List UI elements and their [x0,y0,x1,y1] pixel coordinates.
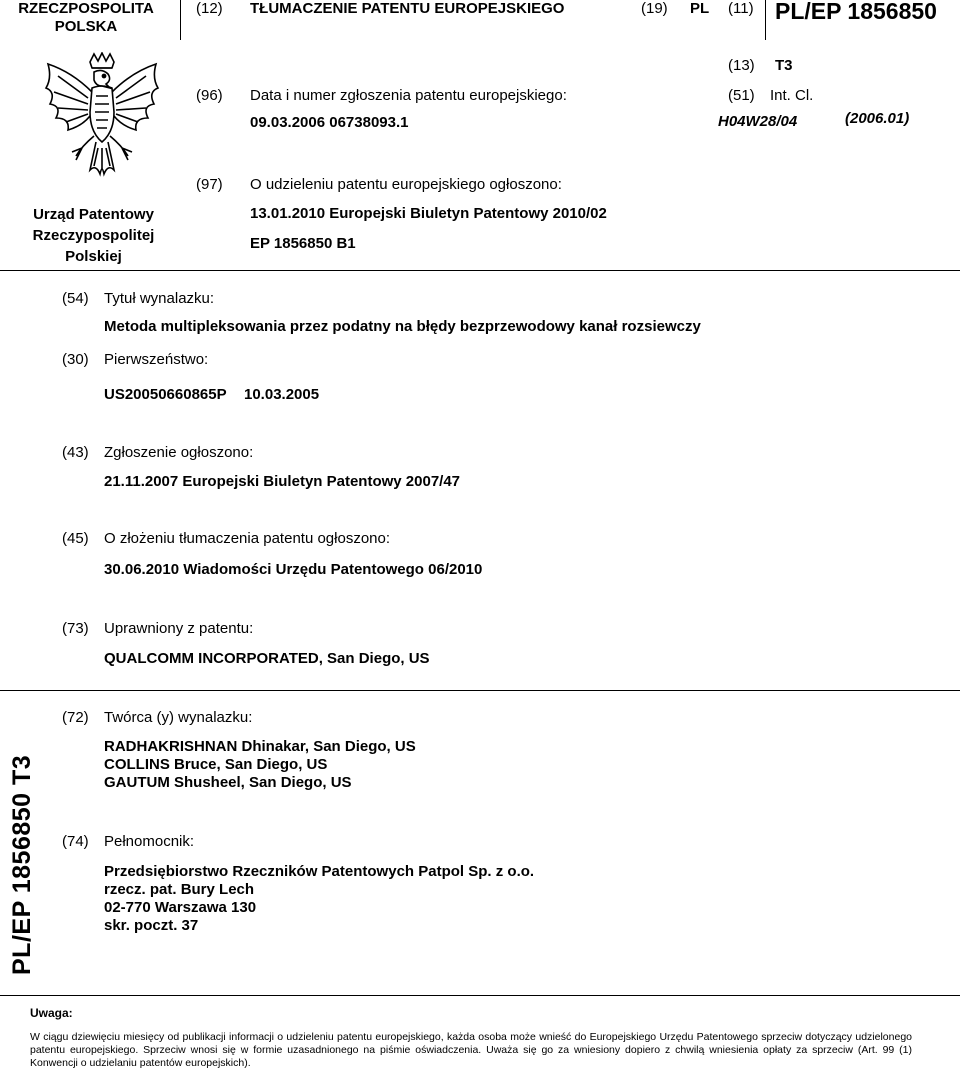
f72-label: Twórca (y) wynalazku: [104,709,253,726]
code-19: (19) [641,0,668,17]
code-43: (43) [62,444,89,461]
polish-eagle-emblem-icon [42,52,162,187]
inventor-2: COLLINS Bruce, San Diego, US [104,756,328,773]
attorney-line-4: skr. poczt. 37 [104,917,199,934]
code-11: (11) [728,0,754,17]
patent-office-name [6,204,181,267]
vertical-patent-code: PL/EP 1856850 T3 [8,754,36,975]
int-cl-label: Int. Cl. [770,87,814,104]
f54-label: Tytuł wynalazku: [104,290,215,307]
patent-owner: QUALCOMM INCORPORATED, San Diego, US [104,650,430,667]
f45-value: 30.06.2010 Wiadomości Urzędu Patentowego 06/2010 [104,561,483,578]
invention-title: Metoda multipleksowania przez podatny na błędy bezprzewodowy kanał rozsiewczy [104,318,701,335]
inventors-list [104,738,416,792]
code-73: (73) [62,620,89,637]
country-name [6,0,166,36]
office-line1: Urząd Patentowy [33,206,154,223]
country-code: PL [690,0,710,17]
code-45: (45) [62,530,89,547]
code-97: (97) [196,176,223,193]
priority-date: 10.03.2005 [244,386,320,403]
attorney-line-2: rzecz. pat. Bury Lech [104,881,255,898]
office-line3: Polskiej [65,248,122,265]
code-12: (12) [196,0,223,17]
kind-code: T3 [775,57,793,74]
code-51: (51) [728,87,755,104]
attorney-line-1: Przedsiębiorstwo Rzeczników Patentowych Patpol Sp. z o.o. [104,863,535,880]
patent-number: PL/EP 1856850 [775,0,937,24]
f97-value-1: 13.01.2010 Europejski Biuletyn Patentowy 2010/02 [250,205,607,222]
f97-label: O udzieleniu patentu europejskiego ogłoszono: [250,176,562,193]
f30-label: Pierwszeństwo: [104,351,209,368]
code-72: (72) [62,709,89,726]
int-cl-year: (2006.01) [845,110,910,127]
note-text: W ciągu dziewięciu miesięcy od publikacji informacji o udzieleniu patentu europejskiego, każda osoba może wnieść do Europejskiego Urzędu Patentowego sprzeciw dotyczący udzielonego patentu europejskiego. Sprzeciw wnosi się w formie uzasadnionego na piśmie oświadczenia. Uważa się go za wniesiony dopiero z chwilą wniesienia opłaty za sprzeciw (Art. 99 (1) Konwencji o udzielaniu patentów europejskich). [30,1031,912,1069]
priority-number: US20050660865P [104,386,227,403]
f43-label: Zgłoszenie ogłoszono: [104,444,254,461]
country-line1: RZECZPOSPOLITA [18,0,154,17]
footer-separator [0,995,960,996]
f96-label: Data i numer zgłoszenia patentu europejskiego: [250,87,567,104]
document-type: TŁUMACZENIE PATENTU EUROPEJSKIEGO [250,0,565,17]
attorney-line-3: 02-770 Warszawa 130 [104,899,257,916]
f45-label: O złożeniu tłumaczenia patentu ogłoszono: [104,530,391,547]
divider-vertical-2 [765,0,766,40]
f73-label: Uprawniony z patentu: [104,620,254,637]
code-13: (13) [728,57,755,74]
divider-vertical-1 [180,0,181,40]
attorney-block [104,863,534,935]
country-line2: POLSKA [54,18,118,35]
code-54: (54) [62,290,89,307]
code-74: (74) [62,833,89,850]
section-separator [0,690,960,691]
int-cl-value: H04W28/04 [718,113,798,130]
code-96: (96) [196,87,223,104]
code-30: (30) [62,351,89,368]
f96-value: 09.03.2006 06738093.1 [250,114,409,131]
office-line2: Rzeczypospolitej [32,227,155,244]
f97-value-2: EP 1856850 B1 [250,235,356,252]
header-separator [0,270,960,271]
f43-value: 21.11.2007 Europejski Biuletyn Patentowy 2007/47 [104,473,461,490]
f74-label: Pełnomocnik: [104,833,195,850]
inventor-3: GAUTUM Shusheel, San Diego, US [104,774,352,791]
note-title: Uwaga: [30,1006,73,1020]
inventor-1: RADHAKRISHNAN Dhinakar, San Diego, US [104,738,416,755]
